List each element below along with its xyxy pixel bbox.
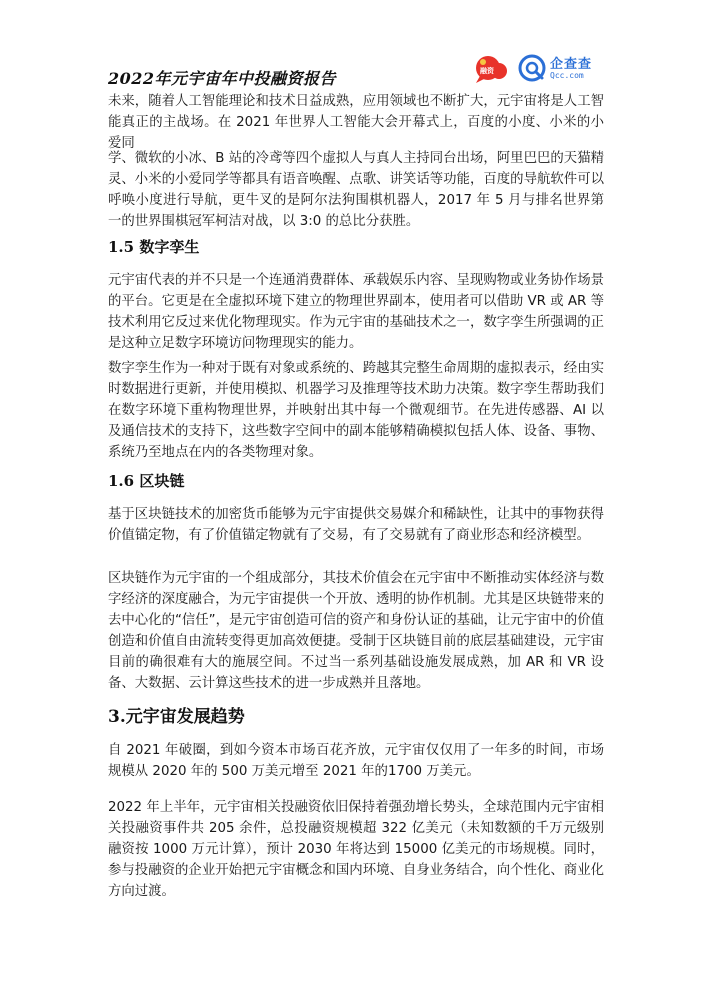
paragraph-blockchain: 区块链作为元宇宙的一个组成部分，其技术价值会在元宇宙中不断推动实体经济与数字经济的深度融合，为元宇宙提供一个开放、透明的协作机制。尤其是区块链带来的去中心化的“信任”，是元宇宙创造可信的资产和身份认证的基础，让元宇宙中的价值创造和价值自由流转变得更加高效便捷。受制于区块链目前的底层基础建设，元宇宙目前的确很难有大的施展空间。不过当一系列基础设施发展成熟，加 AR 和 VR 设备、大数据、云计算这些技术的进一步成熟并且落地。 — [108, 571, 604, 691]
heading-digital-twin: 1.5 数字孪生 — [108, 238, 200, 256]
report-title: 2022年元宇宙年中投融资报告 — [108, 69, 337, 88]
paragraph-metaverse-platform: 元宇宙代表的并不只是一个连通消费群体、承载娱乐内容、呈现购物或业务协作场景的平台。它更是在全虚拟环境下建立的物理世界副本，使用者可以借助 VR 或 AR 等技术利用它反过来优化物理现实。作为元宇宙的基础技术之一，数字孪生所强调的正是这种立足数字环境访问物理现实的能力。 — [108, 273, 604, 351]
qcc-brand-name: 企查查 — [550, 57, 593, 72]
badge-label: 融资 — [480, 67, 494, 75]
qcc-domain: Qcc.com — [550, 71, 584, 80]
speech-bubble-logo-icon — [472, 54, 508, 84]
paragraph-virtual-humans: 学、微软的小冰、B 站的冷鸢等四个虚拟人与真人主持同台出场，阿里巴巴的天猫精灵、小米的小爱同学等都具有语音唤醒、点歌、讲笑话等功能，百度的导航软件可以呼唤小度进行导航，更牛叉的是阿尔法狗围棋机器人，2017 年 5 月与排名世界第一的世界围棋冠军柯洁对战，以 3:0 的总比分获胜。 — [108, 151, 604, 229]
paragraph-investment: 2022 年上半年，元宇宙相关投融资依旧保持着强劲增长势头，全球范围内元宇宙相关投融资事件共 205 余件，总投融资规模超 322 亿美元（未知数额的千万元级别融资按 1000 万元计算），预计 2030 年将达到 15000 亿美元的市场规模。同时，参与投融资的企业开始把元宇宙概念和国内环境、自身业务结合，向个性化、商业化方向过渡。 — [108, 800, 604, 899]
paragraph-ai: 未来，随着人工智能理论和技术日益成熟，应用领域也不断扩大，元宇宙将是人工智能真正的主战场。在 2021 年世界人工智能大会开幕式上，百度的小度、小米的小爱同 — [108, 94, 604, 151]
paragraph-digital-twin: 数字孪生作为一种对于既有对象或系统的、跨越其完整生命周期的虚拟表示，经由实时数据进行更新，并使用模拟、机器学习及推理等技术助力决策。数字孪生帮助我们在数字环境下重构物理世界，并映射出其中每一个微观细节。在先进传感器、AI 以及通信技术的支持下，这些数字空间中的副本能够精确模拟包括人体、设备、事物、系统乃至地点在内的各类物理对象。 — [108, 361, 604, 460]
qcc-logo-icon — [518, 54, 546, 82]
heading-blockchain: 1.6 区块链 — [108, 472, 185, 490]
paragraph-crypto: 基于区块链技术的加密货币能够为元宇宙提供交易媒介和稀缺性，让其中的事物获得价值锚定物，有了价值锚定物就有了交易，有了交易就有了商业形态和经济模型。 — [108, 507, 604, 543]
header-logos — [470, 52, 600, 86]
paragraph-market-size: 自 2021 年破圈，到如今资本市场百花齐放，元宇宙仅仅用了一年多的时间，市场规模从 2020 年的 500 万美元增至 2021 年的1700 万美元。 — [108, 743, 604, 779]
heading-development-trends: 3.元宇宙发展趋势 — [108, 707, 245, 727]
